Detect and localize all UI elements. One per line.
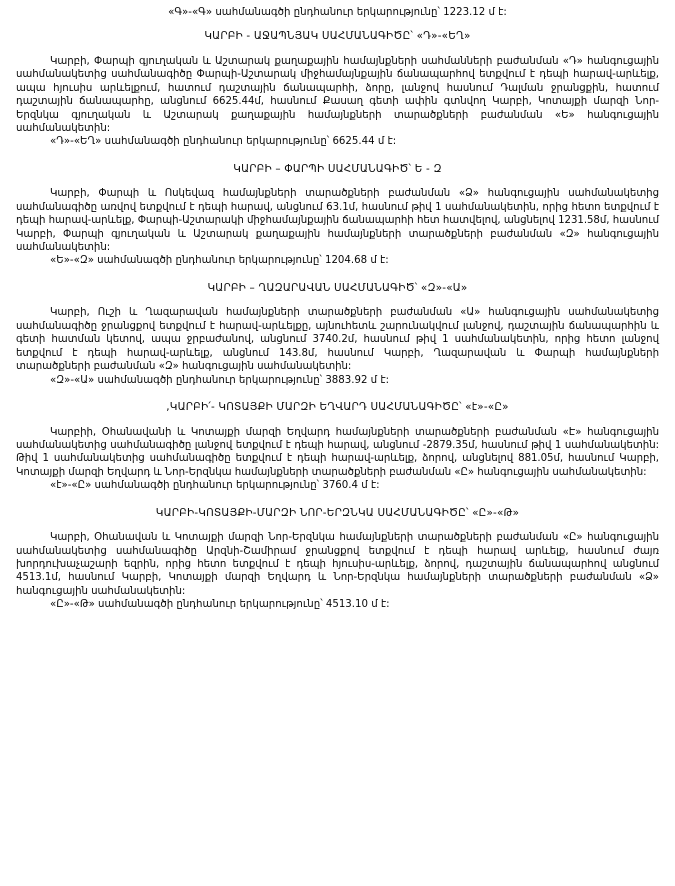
section-body: Կարբի, Ուշի և Ղազարավան համայնքների տարածքների բաժանման «Ա» հանգուցային սահմանակետից սահմանագիծը ջրանցքով ետքվում է հարավ-արևելքը, այնուհետև շարունակվում լանջով, դաշտային ճանապարհին և գետի հատման կետով, ապա ջրբաժանով, անցնում 3740.2մ, հասնում թիվ 1 սահմանակետին, որից հետո լանջով ետքվում է դեպի հարավ-արևելք, անցնում 143.8մ, հասնում Կարբի, Ղազարավան և Փարպի համայնքների տարածքների բաժանման «Զ» հանգուցային սահմանակետին:: [16, 307, 659, 373]
section-summary: «է»-«Ը» սահմանագծի ընդհանուր երկարությունը՝ 3760.4 մ է:: [50, 480, 380, 492]
section-heading: ԿԱՐԲԻ - ԱՋԱՊՆՅԱԿ ՍԱՀՄԱՆԱԳԻԾԸ՝ «Դ»-«ԵՂ»: [204, 30, 471, 43]
spacer: [16, 295, 659, 306]
section-summary: «Դ»-«ԵՂ» սահմանագծի ընդհանուր երկարությունը՝ 6625.44 մ է:: [50, 136, 397, 148]
spacer: [16, 268, 659, 282]
section-body: Կարբի, Փարպի և Ոսկեվազ համայնքների տարածքների բաժանման «Ձ» հանգուցային սահմանակետից սահմանագիծը առվով ետքվում է դեպի հարավ, անցնում 63.1մ, հասնում թիվ 1 սահմանակետին, որից հետո ետքվում է դեպի հարավ-արևելք, Փարպի-Աշտարակի միջհամայնքային ճանապարհի հետ հատվելով, անցնելով 1231.58մ, հասնում Կարբի, Փարպի գյուղական և Աշտարակ քաղաքային համայնքների տարածքների բաժանման «Զ» հանգուցային սահմանակետին:: [16, 188, 659, 254]
spacer: [16, 176, 659, 187]
section-summary: «Ե»-«Զ» սահմանագծի ընդհանուր երկարությունը՝ 1204.68 մ է:: [50, 255, 389, 267]
section-heading: ԿԱՐԲԻ – ՓԱՐՊԻ ՍԱՀՄԱՆԱԳԻԾ՝ Ե - Զ: [233, 162, 442, 175]
spacer: [16, 493, 659, 507]
spacer: [16, 44, 659, 55]
section-body: Կարբի, Օհանավան և Կոտայքի մարզի Նոր-Երզնկա համայնքների տարածքների բաժանման «Ը» հանգուցային սահմանակետից սահմանագիծը Արզնի-Շամիրամ ջրանցքով ետքվում է դեպի հարավ արևելք, հասնում ժայռ խորդուխաչաշարի եզրին, որից հետո ետքվում է դեպի հյուսիս-արևելք, ձորով, դաշտային ճանապարհով անցնում 4513.1մ, հասնում Կարբի, Կոտայքի մարզի Եղվարդ և Նոր-Երզնկա համայնքների տարածքների բաժանման «Ձ» հանգուցային սահմանակետին:: [16, 532, 659, 597]
spacer: [16, 149, 659, 163]
section-summary: «Ը»-«Թ» սահմանագծի ընդհանուր երկարությունը՝ 4513.10 մ է:: [50, 599, 390, 611]
spacer: [16, 387, 659, 401]
spacer: [16, 19, 659, 30]
spacer: [16, 415, 659, 426]
section-heading: ԿԱՐԲԻ – ՂԱԶԱՐԱՎԱՆ ՍԱՀՄԱՆԱԳԻԾ՝ «Զ»-«Ա»: [207, 281, 468, 294]
section-body: Կարբի, Փարպի գյուղական և Աշտարակ քաղաքային համայնքների սահմանների բաժանման «Դ» հանգուցային սահմանակետից սահմանագիծը Փարպի-Աշտարակ միջհամայնքային ճանապարհով ետքվում է դեպի հարավ-արևելք, ապա հյուսիս արևելքում, հատում դաշտային ճանապարհի, ձորը, լանջով հասնում Դալման ջրանցքին, հատում դաշտային ճանապարհը, անցնում 6625.44մ, հասնում Քասաղ գետի ափին գտնվող Կարբի, Կոտայքի մարզի Նոր-Երզնկա գյուղական և Աշտարակ քաղաքային համայնքների տարածքների բաժանման «Ե» հանգուցային սահմանակետին:: [16, 56, 659, 135]
spacer: [16, 520, 659, 531]
section-summary: «Զ»-«Ա» սահմանագծի ընդհանուր երկարությունը՝ 3883.92 մ է:: [50, 374, 390, 386]
top-summary-line: «Գ»-«Գ» սահմանագծի ընդհանուր երկարությունը՝ 1223.12 մ է:: [168, 7, 507, 18]
section-heading: ,ԿԱՐԲԻ՛- ԿՈՏԱՅՔԻ ՄԱՐԶԻ ԵՂՎԱՐԴ ՍԱՀՄԱՆԱԳԻԾԸ՝ «է»-«Ը»: [166, 400, 509, 413]
section-heading: ԿԱՐԲԻ-ԿՈՏԱՅՔԻ-ՄԱՐԶԻ ՆՈՐ-ԵՐԶՆԿԱ ՍԱՀՄԱՆԱԳԻԾԸ՝ «Ը»-«Թ»: [155, 506, 520, 519]
section-body: Կարբիի, Օհանավանի և Կոտայքի մարզի Եղվարդ համայնքների տարածքների բաժանման «Է» հանգուցային սահմանակետից սահմանագիծը լանջով ետքվում է դեպի հարավ, անցնում -2879.35մ, հասնում թիվ 1 սահմանակետին: Թիվ 1 սահմանակետից սահմանագիծը ետքվում է դեպի հարավ-արևելք, ձորով, անցնելով 881.05մ, հասնում Կարբի, Կոտայքի մարզի Եղվարդ և Նոր-Երզնկա համայնքների տարածքների բաժանման «Ը» հանգուցային սահմանակետին:: [16, 426, 659, 478]
